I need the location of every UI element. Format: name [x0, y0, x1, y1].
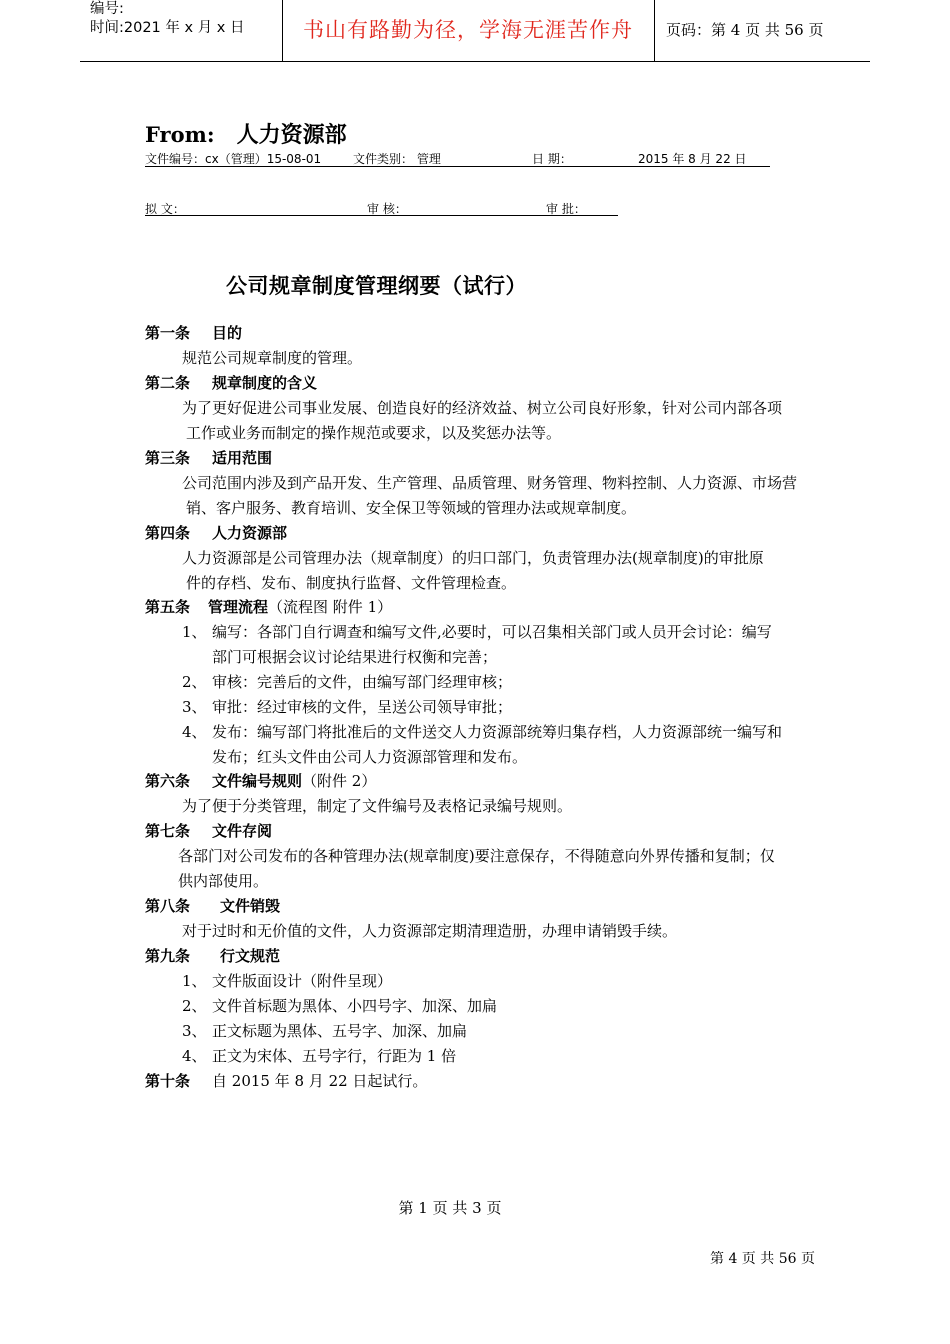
article-text: 为了更好促进公司事业发展、创造良好的经济效益、树立公司良好形象，针对公司内部各项 [182, 399, 783, 417]
article-heading: 第八条 文件销毁 [145, 897, 281, 915]
from-line [145, 118, 347, 149]
header-page-label: 页码：第 4 页 共 56 页 [666, 21, 824, 39]
article-text: 各部门对公司发布的各种管理办法(规章制度)要注意保存，不得随意向外界传播和复制；仅 [178, 847, 775, 865]
article-heading: 第四条 人力资源部 [145, 524, 288, 542]
article-heading: 第七条 文件存阅 [145, 822, 273, 840]
list-item: 1、 文件版面设计（附件呈现） [182, 972, 393, 990]
review-label: 审 核： [367, 202, 407, 216]
doc-category: 文件类别： 管理 [353, 152, 441, 166]
article-text: 供内部使用。 [178, 872, 269, 890]
article-heading: 第五条 管理流程（流程图 附件 1） [145, 598, 393, 616]
outer-page-number: 第 4 页 共 56 页 [710, 1251, 815, 1267]
header-time-label: 时间:2021 年 x 月 x 日 [90, 20, 245, 36]
from-department: 人力资源部 [236, 122, 347, 148]
article-heading: 第一条 目的 [145, 324, 243, 342]
from-label: From: [145, 122, 215, 147]
list-item-text: 发布；红头文件由公司人力资源部管理和发布。 [212, 748, 528, 766]
document-title: 公司规章制度管理纲要（试行） [226, 274, 527, 298]
article-heading: 第九条 行文规范 [145, 947, 281, 965]
header-motto: 书山有路勤为径，学海无涯苦作舟 [303, 18, 633, 42]
article-text: 销、客户服务、教育培训、安全保卫等领域的管理办法或规章制度。 [186, 499, 637, 517]
article-heading: 第十条 自 2015 年 8 月 22 日起试行。 [145, 1072, 428, 1090]
meta-underline [145, 166, 770, 167]
article-text: 工作或业务而制定的操作规范或要求，以及奖惩办法等。 [186, 424, 562, 442]
article-text: 人力资源部是公司管理办法（规章制度）的归口部门，负责管理办法(规章制度)的审批原 [182, 549, 764, 567]
article-heading: 第三条 适用范围 [145, 449, 273, 467]
list-item: 4、 正文为宋体、五号字行，行距为 1 倍 [182, 1047, 457, 1065]
approve-label: 审 批： [546, 202, 586, 216]
article-heading: 第二条 规章制度的含义 [145, 374, 318, 392]
page-header [80, 0, 870, 62]
inner-page-number: 第 1 页 共 3 页 [398, 1199, 502, 1217]
doc-date-value: 2015 年 8 月 22 日 [638, 152, 747, 166]
list-item: 2、 审核：完善后的文件，由编写部门经理审核； [182, 673, 513, 691]
list-item: 4、 发布：编写部门将批准后的文件送交人力资源部统筹归集存档，人力资源部统一编写和 [182, 723, 783, 741]
article-text: 对于过时和无价值的文件，人力资源部定期清理造册，办理申请销毁手续。 [182, 922, 678, 940]
list-item: 3、 正文标题为黑体、五号字、加深、加扁 [182, 1022, 468, 1040]
header-divider [654, 0, 655, 61]
doc-date-label: 日 期： [532, 152, 572, 166]
header-number-label: 编号: [90, 1, 124, 17]
list-item: 1、 编写：各部门自行调查和编写文件,必要时，可以召集相关部门或人员开会讨论：编写 [182, 623, 772, 641]
article-heading: 第六条 文件编号规则（附件 2） [145, 772, 377, 790]
draft-label: 拟 文： [145, 202, 185, 216]
article-text: 规范公司规章制度的管理。 [182, 349, 363, 367]
article-text: 件的存档、发布、制度执行监督、文件管理检查。 [186, 574, 517, 592]
signature-underline [145, 215, 618, 216]
list-item: 3、 审批：经过审核的文件，呈送公司领导审批； [182, 698, 513, 716]
doc-number: 文件编号：cx（管理）15-08-01 [145, 152, 322, 166]
list-item-text: 部门可根据会议讨论结果进行权衡和完善； [212, 648, 498, 666]
list-item: 2、 文件首标题为黑体、小四号字、加深、加扁 [182, 997, 498, 1015]
header-info [90, 0, 280, 38]
article-text: 公司范围内涉及到产品开发、生产管理、品质管理、财务管理、物料控制、人力资源、市场营 [182, 474, 798, 492]
article-text: 为了便于分类管理，制定了文件编号及表格记录编号规则。 [182, 797, 573, 815]
